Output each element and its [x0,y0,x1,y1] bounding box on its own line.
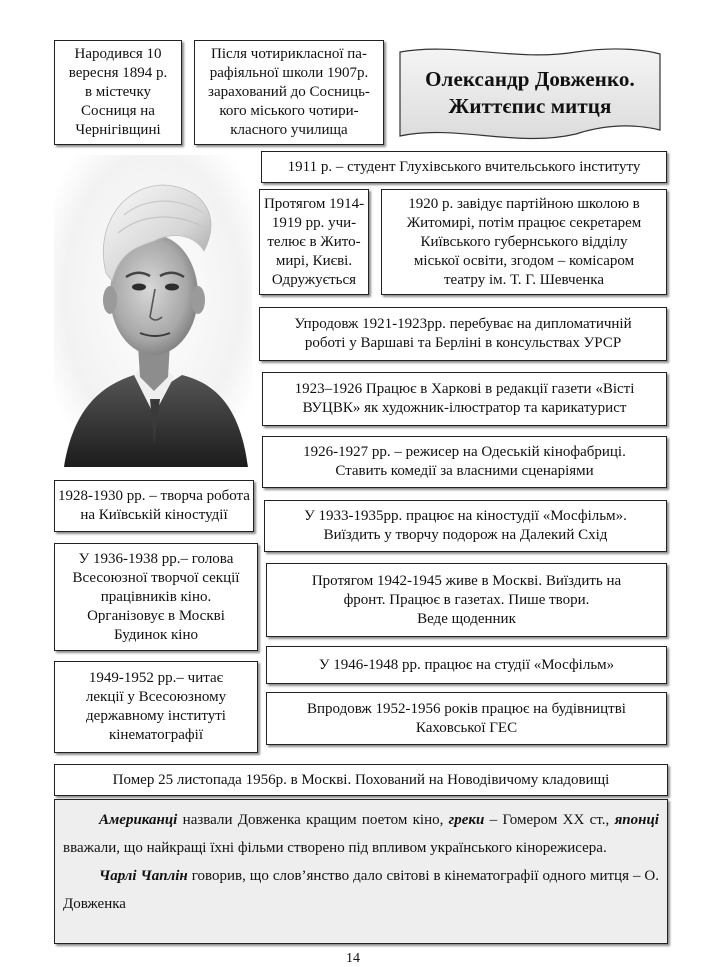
timeline-1928 [54,480,254,532]
quote-subject: японці [614,812,659,828]
timeline-text: Веде щоденник [417,610,516,627]
timeline-text: У 1936-1938 рр.– голова [78,550,234,567]
timeline-text: телює в Жито- [267,233,361,250]
timeline-1942 [266,563,667,637]
timeline-text: Будинок кіно [113,626,198,643]
timeline-text: театру ім. Т. Г. Шевченка [443,271,604,288]
timeline-text: 1926-1927 рр. – режисер на Одеській кінофабриці. [303,444,626,460]
timeline-text: фронт. Працює в газетах. Пише твори. [343,591,590,608]
timeline-1949 [54,661,258,753]
timeline-text: Впродовж 1952-1956 років працює на будівництві [307,700,626,717]
timeline-text: 1928-1930 рр. – творча робота [58,488,250,504]
school-line: зарахований до Сосниць- [208,84,370,100]
timeline-text: Київського губернського відділу [420,233,628,250]
quote-text: вважали, що найкращі їхні фільми створено під впливом українського кінорежисера. [63,840,607,856]
timeline-text: Виїздить у творчу подорож на Далекий Схід [323,527,608,543]
quote-subject: Американці [99,812,178,828]
timeline-1914 [259,189,369,295]
timeline-text: Упродовж 1921-1923рр. перебуває на дипломатичній [294,316,632,332]
timeline-text: державному інституті [86,708,226,724]
timeline-text: міської освіти, згодом – комісаром [413,252,635,269]
timeline-text: 1920 р. завідує партійною школою в [408,195,640,212]
quote-subject: греки [448,812,485,828]
timeline-text: Житомирі, потім працює секретарем [406,214,642,231]
timeline-1952 [266,692,667,745]
timeline-text: 1911 р. – студент Глухівського вчительського інституту [287,158,641,175]
timeline-1946 [266,646,667,684]
born-line: Чернігівщині [75,122,161,138]
portrait-photo-icon [54,155,252,467]
timeline-text: Каховської ГЕС [415,719,518,736]
timeline-text: Всесоюзної творчої секції [72,569,240,586]
born-box [54,40,182,145]
timeline-1933 [264,500,667,552]
timeline-1936 [54,543,258,651]
school-line: кого міського чотири- [219,103,359,119]
timeline-text: кінематографії [108,727,203,743]
timeline-text: У 1946-1948 рр. працює на студії «Мосфільм» [318,656,615,673]
timeline-text: ВУЦВК» як художник-ілюстратор та карикатурист [302,400,627,416]
quotes-box [54,799,668,944]
timeline-text: Протягом 1914- [263,195,365,212]
quote-subject: Чарлі Чаплін [99,868,188,884]
timeline-text: Одружується [271,271,357,288]
born-line: Народився 10 [74,46,162,62]
timeline-text: роботі у Варшаві та Берліні в консульствах УРСР [304,335,622,351]
timeline-text: Протягом 1942-1945 живе в Москві. Виїздить на [311,572,622,589]
quote-text: назвали Довженка кращим поетом кіно, [177,812,449,828]
quote-paragraph-1 [63,806,659,862]
school-line: Після чотирикласної па- [211,46,367,62]
born-line: в містечку [84,84,152,100]
death-box [54,764,668,796]
title-line-1: Олександр Довженко. [425,67,635,91]
timeline-text: працівників кіно. [100,588,212,605]
timeline-text: 1919 рр. учи- [271,214,357,231]
timeline-text: Помер 25 листопада 1956р. в Москві. Похований на Новодівичому кладовищі [112,771,610,788]
timeline-text: Організовує в Москві [87,607,225,624]
born-line: вересня 1894 р. [68,65,168,81]
timeline-1921 [259,307,667,361]
born-line: Сосниця на [81,103,155,119]
timeline-text: на Київській кіностудії [80,507,228,523]
timeline-1920 [381,189,667,295]
timeline-text: 1923–1926 Працює в Харкові в редакції газети «Вісті [294,381,635,397]
timeline-text: лекції у Всесоюзному [85,689,227,705]
timeline-1911 [261,151,667,183]
timeline-1923 [262,372,667,426]
portrait-photo [54,155,252,467]
timeline-1926 [262,436,667,488]
title-line-2: Життєпис митця [448,94,612,118]
quote-text: – Гомером ХХ ст., [484,812,615,828]
quote-text: говорив, що слов’янство дало світові в кінематографії одного митця – О. Довженка [63,868,660,912]
timeline-text: мирі, Києві. [275,252,353,269]
page-title [410,66,650,120]
timeline-text: У 1933-1935рр. працює на кіностудії «Мосфільм». [304,508,627,524]
timeline-text: 1949-1952 рр.– читає [88,670,224,686]
school-line: рафіяльної школи 1907р. [209,65,369,81]
quote-paragraph-2 [63,862,659,918]
school-box [194,40,384,145]
timeline-text: Ставить комедії за власними сценаріями [335,463,594,479]
school-line: класного училища [230,122,348,138]
page-number: 14 [346,951,360,966]
title-banner [396,44,664,144]
